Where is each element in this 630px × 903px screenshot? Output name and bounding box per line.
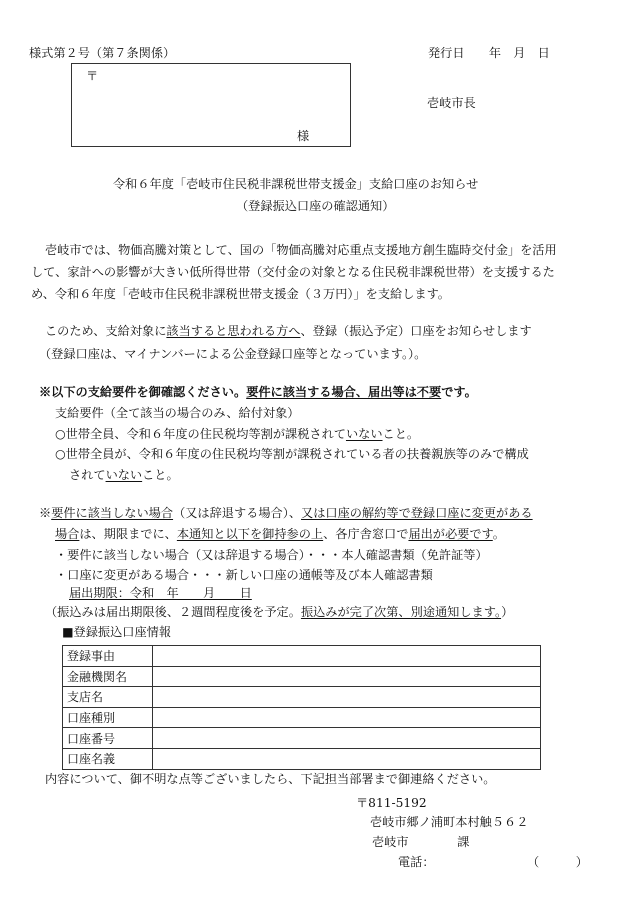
- document-title: 令和６年度「壱岐市住民税非課税世帯支援金」支給口座のお知らせ: [113, 177, 479, 191]
- req1-text-c: こと。: [382, 427, 420, 441]
- payment-note-c: ）: [501, 605, 514, 619]
- change-2a: 場合: [55, 527, 80, 541]
- row-label: 口座名義: [63, 748, 153, 769]
- row-value: [153, 666, 541, 687]
- notice-line-1: [45, 325, 532, 337]
- req1-underlined: いない: [345, 427, 383, 441]
- requirement-item-1: [55, 428, 419, 440]
- row-label: 支店名: [63, 687, 153, 708]
- table-row: [63, 728, 541, 749]
- issuer-name: 壱岐市長: [427, 96, 476, 110]
- req2-text-a: されて: [69, 468, 106, 482]
- row-value: [153, 646, 541, 667]
- inquiry-text: 内容について、御不明な点等ございましたら、下記担当部署まで御連絡ください。: [45, 772, 496, 786]
- form-number: 様式第２号（第７条関係）: [29, 46, 176, 60]
- table-row: [63, 707, 541, 728]
- change-d: 又は口座の解約等で登録口座に変更がある: [301, 506, 533, 520]
- row-value: [153, 748, 541, 769]
- office-postal-code: 〒811-5192: [356, 796, 427, 810]
- office-department: 壱岐市 課: [372, 835, 470, 849]
- account-heading: ■登録振込口座情報: [62, 625, 172, 639]
- table-row: [63, 666, 541, 687]
- req-heading-c: です。: [441, 385, 477, 399]
- honorific-sama: 様: [297, 129, 310, 143]
- row-label: 金融機関名: [63, 666, 153, 687]
- change-2e: 届出が必要です: [408, 527, 493, 541]
- row-label: 登録事由: [63, 646, 153, 667]
- notice-text-c: 、登録（振込予定）口座をお知らせします: [300, 324, 532, 338]
- req-heading-underlined: 要件に該当する場合、届出等は不要: [246, 385, 442, 399]
- change-a: ※: [39, 506, 52, 520]
- change-bullet-1: ・要件に該当しない場合（又は辞退する場合）・・・本人確認書類（免許証等）: [55, 548, 488, 562]
- table-row: [63, 748, 541, 769]
- change-2d: 、各庁舎窓口で: [323, 527, 409, 541]
- payment-note-a: （振込みは届出期限後、２週間程度後を予定。: [45, 605, 301, 619]
- change-b: 要件に該当しない場合: [51, 506, 174, 520]
- postal-mark: 〒: [86, 69, 99, 83]
- row-value: [153, 707, 541, 728]
- change-line-1: [39, 507, 533, 519]
- payment-note: [45, 606, 513, 618]
- req-heading-a: ※以下の支給要件を御確認ください。: [39, 385, 247, 399]
- req1-text-a: ○世帯全員、令和６年度の住民税均等割が課税されて: [55, 427, 346, 441]
- intro-line-1: 壱岐市では、物価高騰対策として、国の「物価高騰対応重点支援地方創生臨時交付金」を活用: [45, 243, 557, 257]
- intro-line-3: め、令和６年度「壱岐市住民税非課税世帯支援金（３万円）」を支給します。: [31, 287, 450, 301]
- account-table: [62, 645, 541, 770]
- change-2c: 本通知と以下を御持参の上: [176, 527, 324, 541]
- requirement-item-2-line-2: [69, 469, 179, 481]
- change-line-2: [55, 528, 505, 540]
- intro-line-2: して、家計への影響が大きい低所得世帯（交付金の対象となる住民税非課税世帯）を支援するた: [31, 265, 555, 279]
- table-row: [63, 646, 541, 667]
- req2-underlined: いない: [105, 468, 143, 482]
- payment-note-underlined: 振込みが完了次第、別途通知します。: [300, 605, 502, 619]
- table-row: [63, 687, 541, 708]
- req2-text-c: こと。: [142, 468, 179, 482]
- change-bullet-2: ・口座に変更がある場合・・・新しい口座の通帳等及び本人確認書類: [55, 568, 433, 582]
- notice-text-a: このため、支給対象に: [45, 324, 167, 338]
- phone-parentheses: （ ）: [527, 855, 588, 869]
- row-value: [153, 728, 541, 749]
- requirements-subtitle: 支給要件（全て該当の場合のみ、給付対象）: [55, 406, 300, 420]
- phone-label: 電話：: [398, 855, 435, 869]
- change-c: （又は辞退する場合）、: [173, 506, 302, 520]
- notice-line-2: （登録口座は、マイナンバーによる公金登録口座等となっています。）。: [39, 347, 427, 361]
- issue-date: 発行日 年 月 日: [428, 46, 550, 60]
- deadline: 届出期限：令和 年 月 日: [69, 586, 252, 600]
- row-value: [153, 687, 541, 708]
- requirements-heading: [39, 386, 477, 398]
- change-2b: は、期限までに、: [79, 527, 177, 541]
- row-label: 口座番号: [63, 728, 153, 749]
- row-label: 口座種別: [63, 707, 153, 728]
- address-box: [71, 63, 351, 147]
- notice-target-underlined: 該当すると思われる方へ: [166, 324, 301, 338]
- office-address: 壱岐市郷ノ浦町本村触５６２: [370, 815, 529, 829]
- document-subtitle: （登録振込口座の確認通知）: [236, 199, 395, 213]
- change-2f: 。: [492, 527, 505, 541]
- requirement-item-2-line-1: ○世帯全員が、令和６年度の住民税均等割が課税されている者の扶養親族等のみで構成: [55, 447, 529, 461]
